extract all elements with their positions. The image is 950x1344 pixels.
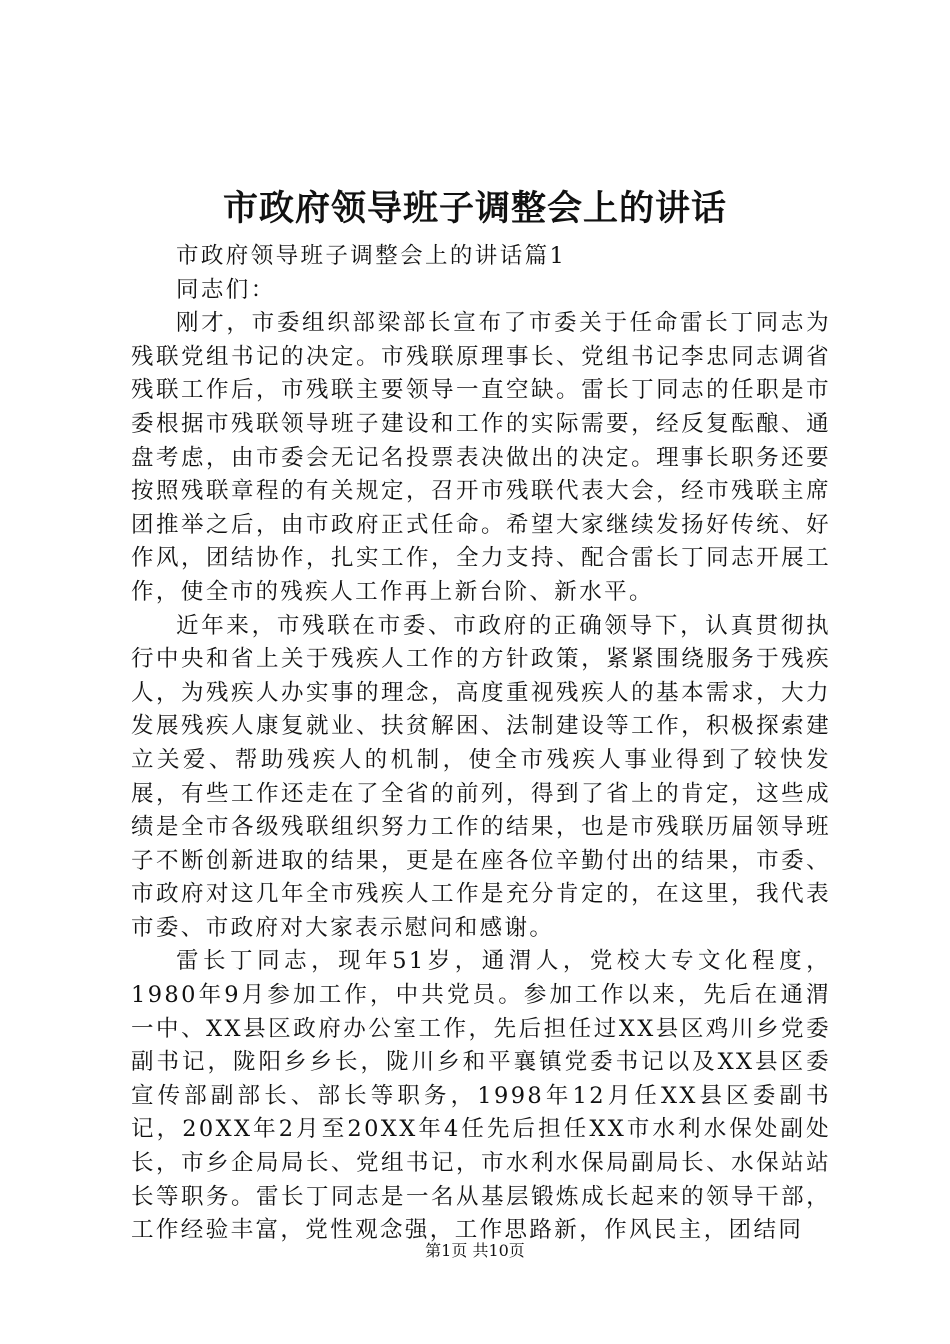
paragraph-2: 近年来，市残联在市委、市政府的正确领导下，认真贯彻执行中央和省上关于残疾人工作的方针政策，紧紧围绕服务于残疾人，为残疾人办实事的理念，高度重视残疾人的基本需求，大力发展残疾人康复就业、扶贫解困、法制建设等工作，积极探索建立关爱、帮助残疾人的机制，使全市残疾人事业得到了较快发展，有些工作还走在了全省的前列，得到了省上的肯定，这些成绩是全市各级残联组织努力工作的结果，也是市残联历届领导班子不断创新进取的结果，更是在座各位辛勤付出的结果，市委、市政府对这几年全市残疾人工作是充分肯定的，在这里，我代表市委、市政府对大家表示慰问和感谢。 bbox=[131, 612, 831, 941]
document-body bbox=[131, 240, 831, 1248]
paragraph-3: 雷长丁同志，现年51岁，通渭人，党校大专文化程度，1980年9月参加工作，中共党员。参加工作以来，先后在通渭一中、XX县区政府办公室工作，先后担任过XX县区鸡川乡党委副书记，陇阳乡乡长，陇川乡和平襄镇党委书记以及XX县区委宣传部副部长、部长等职务，1998年12月任XX县区委副书记，20XX年2月至20XX年4任先后担任XX市水利水保处副处长，市乡企局局长、党组书记，市水利水保局副局长、水保站站长等职务。雷长丁同志是一名从基层锻炼成长起来的领导干部，工作经验丰富，党性观念强，工作思路新，作风民主，团结同 bbox=[131, 948, 831, 1244]
paragraph-1: 刚才，市委组织部梁部长宣布了市委关于任命雷长丁同志为残联党组书记的决定。市残联原理事长、党组书记李忠同志调省残联工作后，市残联主要领导一直空缺。雷长丁同志的任职是市委根据市残联领导班子建设和工作的实际需要，经反复酝酿、通盘考虑，由市委会无记名投票表决做出的决定。理事长职务还要按照残联章程的有关规定，召开市残联代表大会，经市残联主席团推举之后，由市政府正式任命。希望大家继续发扬好传统、好作风，团结协作，扎实工作，全力支持、配合雷长丁同志开展工作，使全市的残疾人工作再上新台阶、新水平。 bbox=[131, 310, 831, 605]
document-subtitle: 市政府领导班子调整会上的讲话篇1 bbox=[176, 243, 567, 269]
document-title: 市政府领导班子调整会上的讲话 bbox=[222, 188, 727, 229]
salutation: 同志们： bbox=[176, 276, 276, 303]
page-number-footer: 第1页 共10页 bbox=[425, 1241, 525, 1260]
